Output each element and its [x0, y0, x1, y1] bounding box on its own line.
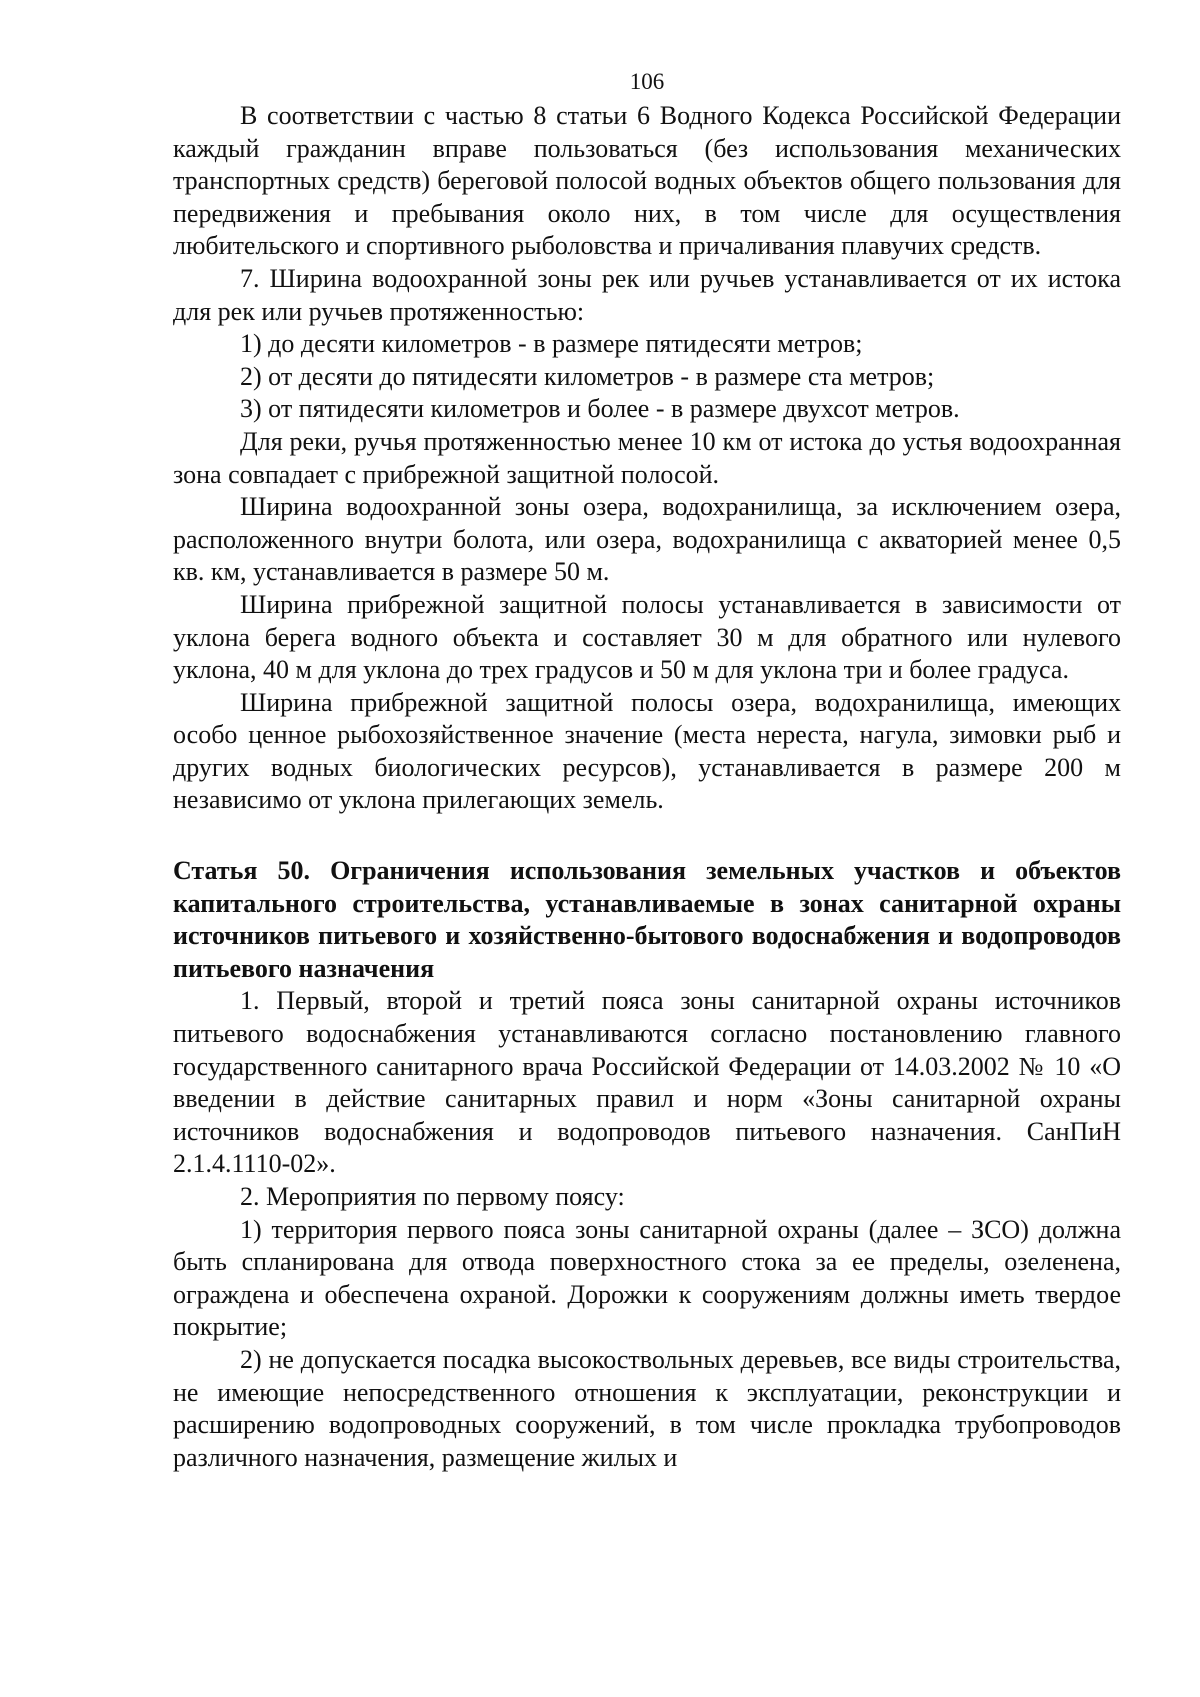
paragraph-lake-zone-width: Ширина водоохранной зоны озера, водохранилища, за исключением озера, расположенного внутри болота, или озера, водохранилища с акваторией менее 0,5 кв. км, устанавливается в размере 50 м. [173, 492, 1121, 587]
article-heading: Статья 50. Ограничения использования земельных участков и объектов капитального строительства, устанавливаемые в зонах санитарной охраны источников питьевого и хозяйственно-бытового водоснабжения и водопроводов питьевого назначения [173, 856, 1121, 983]
paragraph-sanitary-zones: 1. Первый, второй и третий пояса зоны санитарной охраны источников питьевого водоснабжения устанавливаются согласно постановлению главного государственного санитарного врача Российской Федерации от 14.03.2002 № 10 «О введении в действие санитарных правил и норм «Зоны санитарной охраны источников водоснабжения и водопроводов питьевого назначения. СанПиН 2.1.4.1110-02». [173, 986, 1121, 1179]
paragraph-water-code: В соответствии с частью 8 статьи 6 Водного Кодекса Российской Федерации каждый гражданин вправе пользоваться (без использования механических транспортных средств) береговой полосой водных объектов общего пользования для передвижения и пребывания около них, в том числе для осуществления любительского и спортивного рыболовства и причаливания плавучих средств. [173, 101, 1121, 261]
paragraph-river-zone-width: 7. Ширина водоохранной зоны рек или ручьев устанавливается от их истока для рек или ручьев протяженностью: [173, 263, 1121, 326]
paragraph-first-belt-measures: 2. Мероприятия по первому поясу: [240, 1182, 625, 1211]
page-number: 106 [629, 69, 665, 94]
paragraph-coastal-strip-width: Ширина прибрежной защитной полосы устанавливается в зависимости от уклона берега водного объекта и составляет 30 м для обратного или нулевого уклона, 40 м для уклона до трех градусов и 50 м для уклона три и более градуса. [173, 589, 1121, 685]
paragraph-fishery-strip-width: Ширина прибрежной защитной полосы озера, водохранилища, имеющих особо ценное рыбохозяйственное значение (места нереста, нагула, зимовки рыб и других водных биологических ресурсов), устанавливается в размере 200 м независимо от уклона прилегающих земель. [173, 687, 1121, 815]
list-item-fifty-km-plus: 3) от пятидесяти километров и более - в размере двухсот метров. [240, 394, 960, 424]
document-page [173, 68, 1121, 1474]
list-item-up-to-ten-km: 1) до десяти километров - в размере пятидесяти метров; [240, 329, 863, 359]
list-item-ten-to-fifty-km: 2) от десяти до пятидесяти километров - в размере ста метров; [240, 361, 935, 391]
paragraph-short-river: Для реки, ручья протяженностью менее 10 км от истока до устья водоохранная зона совпадает с прибрежной защитной полосой. [173, 426, 1121, 489]
list-item-first-belt-prohibitions: 2) не допускается посадка высокоствольных деревьев, все виды строительства, не имеющие непосредственного отношения к эксплуатации, реконструкции и расширению водопроводных сооружений, в том числе прокладка трубопроводов различного назначения, размещение жилых и [173, 1344, 1121, 1472]
list-item-first-belt-territory: 1) территория первого пояса зоны санитарной охраны (далее – ЗСО) должна быть спланирована для отвода поверхностного стока за ее пределы, озеленена, ограждена и обеспечена охраной. Дорожки к сооружениям должны иметь твердое покрытие; [173, 1214, 1121, 1342]
